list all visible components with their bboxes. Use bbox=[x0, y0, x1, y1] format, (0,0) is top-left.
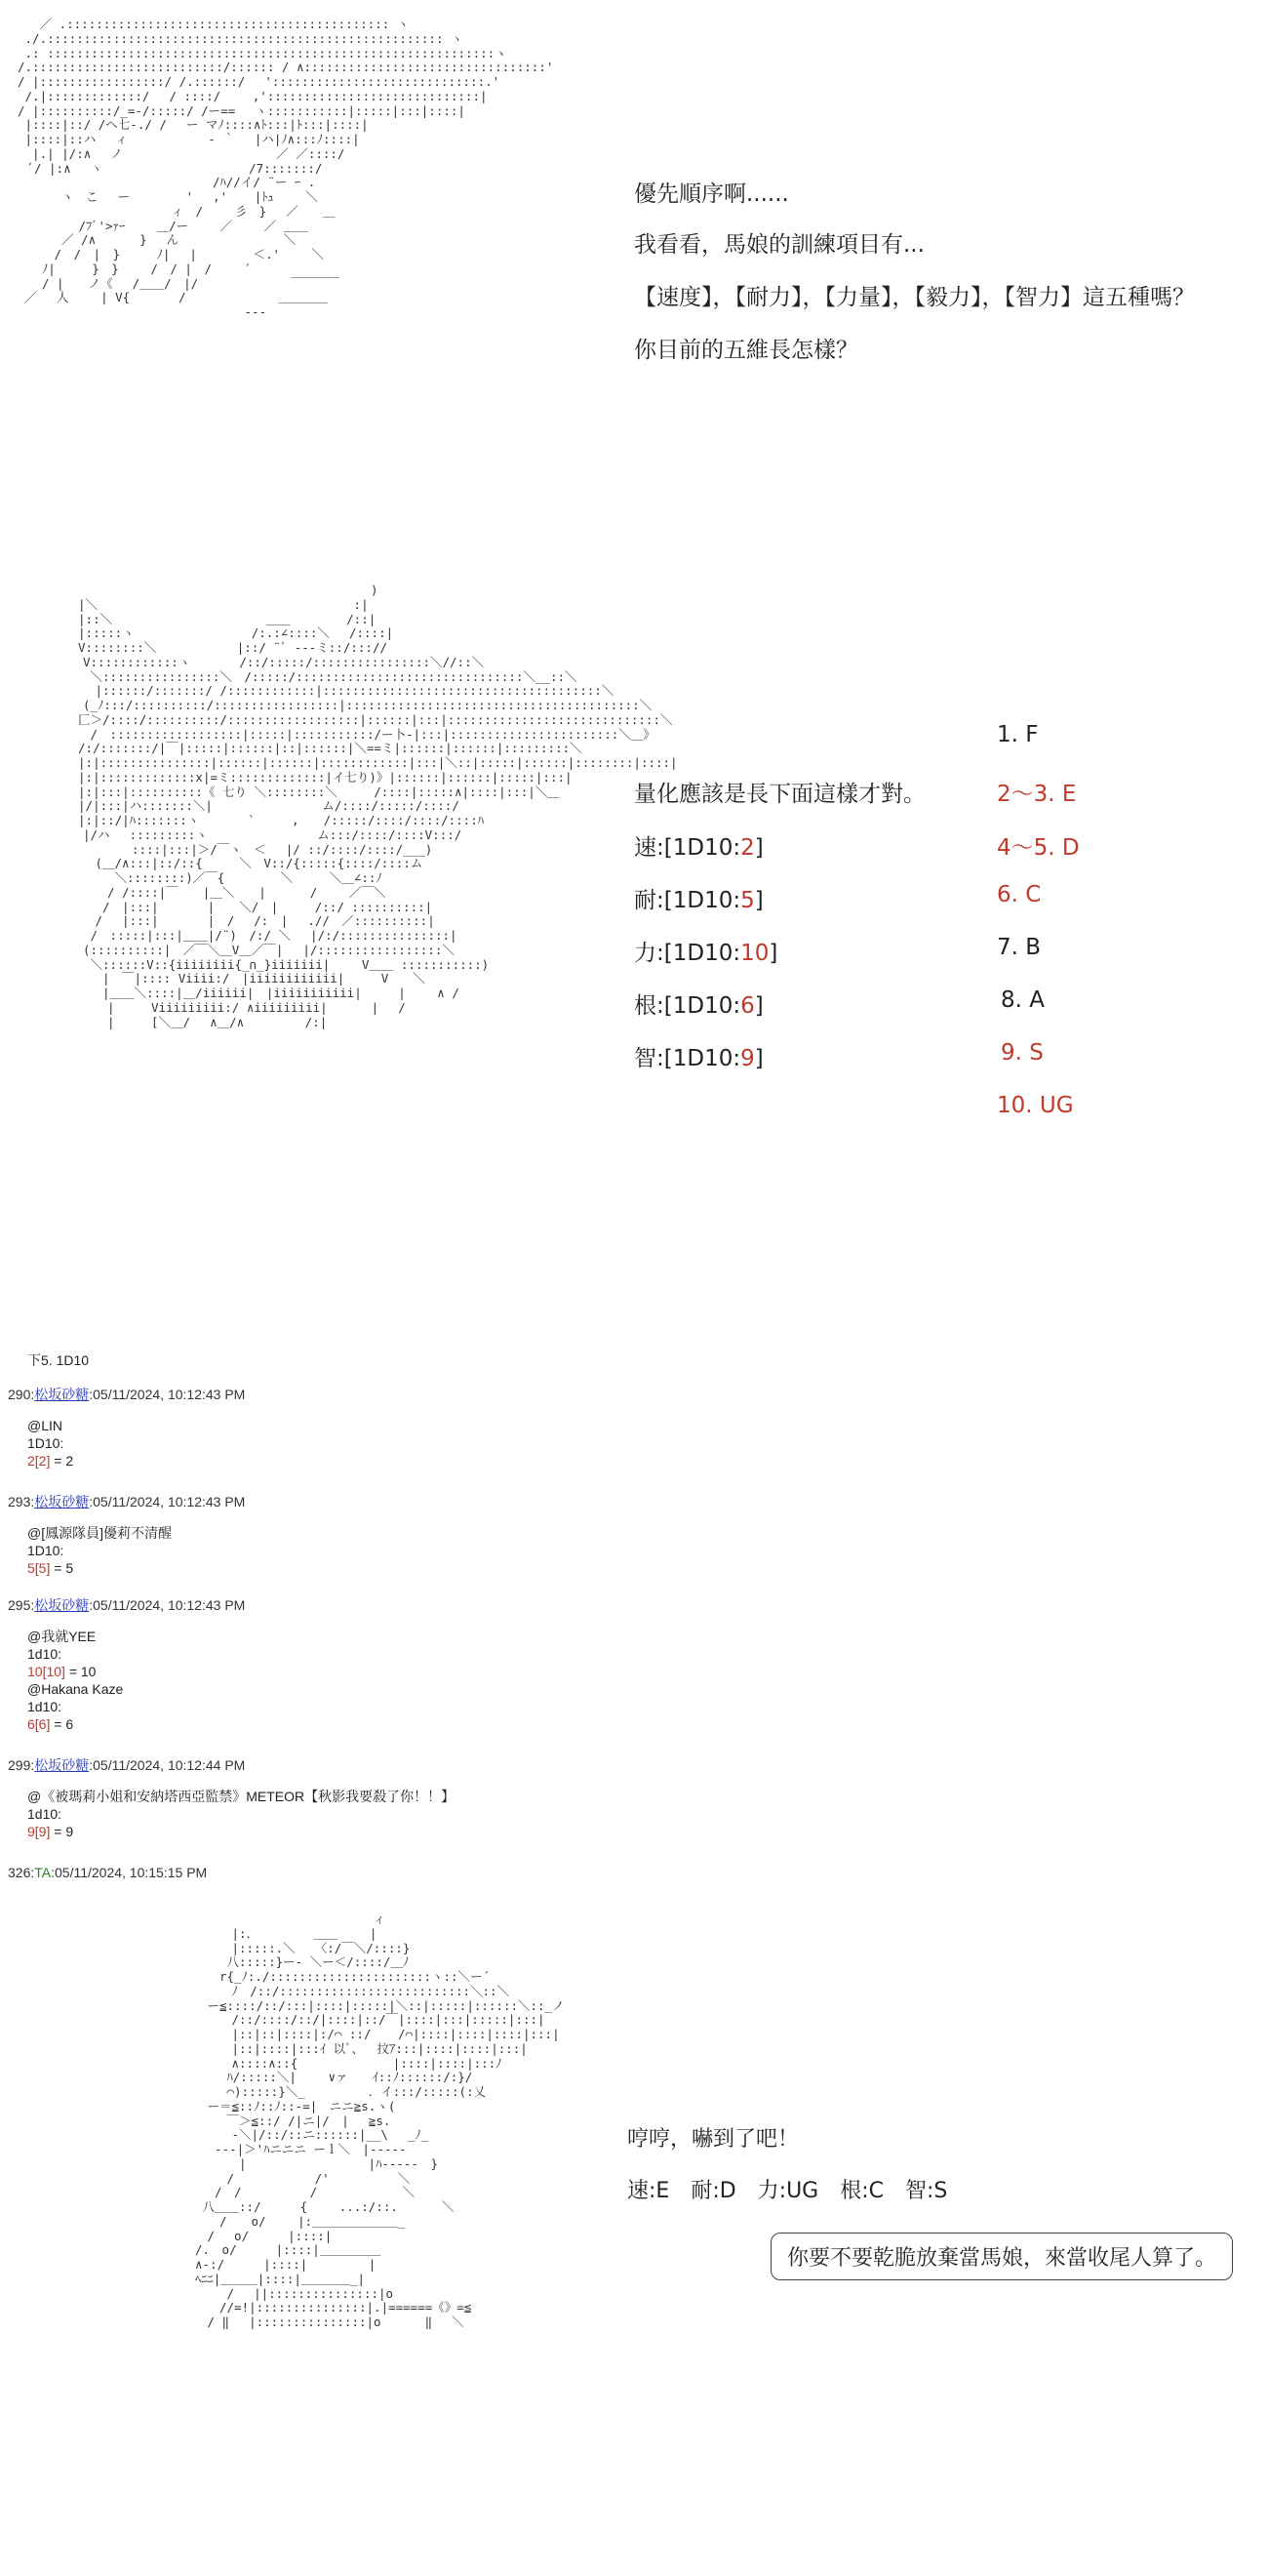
panel2-intro: 量化應該是長下面這樣才對。 bbox=[634, 782, 926, 807]
poster-link[interactable]: 松坂砂糖 bbox=[34, 1387, 90, 1402]
post-roll-label: 1d10: bbox=[27, 1806, 62, 1822]
ascii-art-character-2: ) |＼ :| |::＼ ＿＿ /::| |:::::ヽ /:.:∠::::＼ /::::| V::::::::＼ |::/ ¨ﾞ ---ミ::/:::// V::::::::::::ヽ /::/:::::/::::::::::::::::＼//::＼ ＼::::::::::::::::＼ /:::::/:::::::::::::::::::::::::::::::＼__::＼ |::::::/:::::::/ /::::::::::::|::::::::::::::::::::::::::::::::::::::＼ (_ﾉ:::/::::::::::/:::::::::::::::::|::::::::::::::::::::::::::::::::::::::::＼ 匚＞/::::/::::::::::/::::::::::::::::::|::::::|:::|:::::::::::::::::::::::::::::＼ / ::::::::::::::::::|:::::|:::::::::::/ー卜‐|:::|:::::::::::::::::::::::＼＿》 /:/:::::::/|￣|:::::|::::::|::|::::::|＼==ミ|::::::|::::::|:::::::::＼ |:|:::::::::::::::|::::::|::::::|::::::::::::|:::|＼::|:::::|::::::|::::::::|::::| |:|:::::::::::::x|=ミ:::::::::::::|イ七り)》|::::::|::::::|:::::|:::| |:|:::|::::::::::《 七り ＼::::::::＼ /::::|:::::∧|::::|:::|＼＿ |/|:::|ハ:::::::＼| ム/::::/:::::/::::/ |:|::/|ﾊ:::::::ヽ ` , /:::::/::::/::::/::::ﾊ |/ハ :::::::::ヽ ム:::/::::/::::V:::/ ::::|:::|＞/￣ヽ ＜ |/ ::/::::/::::/___) (＿/∧:::|::/::{ ＼ V::/{:::::{::::/::::ム ＼::::::::)／￣{ ＼ ＼＿∠::ﾉ / /::::|￣ |＿＼ | / ／￣＼ / |:::| | ＼/ | /::/ ::::::::::| / |:::| | / /: | .// ／::::::::::| / :::::|:::|＿＿|/¨) /:/ ＼ |/:/:::::::::::::::| (::::::::::| ／￣＼＿V＿／￣| |/:::::::::::::::::＼ ＼::::::V::{iiiiiiii{_∩_}iiiiiii| V＿＿ :::::::::::) | ￣|:::: Viiii:/ |iiiiiiiiiiii| V ＼ |＿＿＼::::|＿/iiiiii| |iiiiiiiiiii| | ∧ / | Viiiiiiiii:/ ∧iiiiiiiii| | / | [＼＿/ ∧＿/∧ /:| bbox=[78, 583, 678, 1029]
post-293 bbox=[8, 1493, 245, 1577]
post-290 bbox=[8, 1386, 245, 1469]
stat-guts: 根:[1D10:6] bbox=[634, 993, 764, 1019]
ascii-art-character-3: ィ |:． ＿＿ | |:::::.＼ 〈:/￣＼/::::} 八:::::}ー‐ ＼ー＜/::::/＿ﾉ r{_ﾉ:./::::::::::::::::::::::ヽ::＼ー´ ﾉ /::/::::::::::::::::::::::::::＼::＼ ー≦::::/::/:::|::::|:::::|＼::|:::::|::::::＼::_ノ /::/::::/::/|::::|::/￣|::::|:::|:::::|:::| |::|::|::::|:/⌒ ::/ /⌒|::::|::::|::::|:::| |::|::::|:::ｲ 以ﾞ、 抆ｱ:::|::::|::::|:::| ∧::::∧::{ |::::|::::|:::ﾉ ﾊ/:::::＼| ∨ァ ｲ::ﾉ::::::/:}/ ⌒):::::}＼_ ．イ:::/:::::(:乂 ー＝≦::ﾉ::ﾉ::-=| ニニ≧s.ヽ( ￣＞≦::/ /|ニ|/ | ≧s. -＼|/::/::ニ::::::|__\ _ﾉ_ ---|＞'ﾊニニニ ーｌ＼ |----- | |ﾊ----- } / /' ＼ / / / ＼ 八＿＿::/ { ...:/::. ＼ / o/ |:＿＿＿＿＿＿＿_ / o/ |::::| /. o/ |::::|＿＿＿＿＿ ∧-:/ |::::| | ﾍﾆﾆ|＿＿＿|::::|＿＿＿＿_| / ||:::::::::::::::|o //=!|:::::::::::::::|.|======《》=≦ / ‖ |:::::::::::::::|o ‖ ＼ bbox=[195, 1912, 565, 2329]
post-mention: @Hakana Kaze bbox=[27, 1681, 124, 1697]
post-roll-label: 1d10: bbox=[27, 1646, 62, 1662]
post-299 bbox=[8, 1756, 455, 1840]
dice-log bbox=[27, 1351, 89, 1369]
post-326 bbox=[8, 1864, 207, 1881]
post-mention: @[鳳源隊員]優莉不清醒 bbox=[27, 1525, 172, 1541]
post-roll-label: 1d10: bbox=[27, 1699, 62, 1714]
post-header: 295:松坂砂糖:05/11/2024, 10:12:43 PM bbox=[8, 1597, 246, 1613]
post-mention: @我就YEE bbox=[27, 1629, 97, 1644]
panel1-line-4: 你目前的五維長怎樣？ bbox=[634, 338, 858, 363]
grade-item: 2～3. E bbox=[997, 782, 1077, 807]
panel1-line-2: 我看看，馬娘的訓練項目有... bbox=[634, 232, 925, 258]
post-header: 299:松坂砂糖:05/11/2024, 10:12:44 PM bbox=[8, 1757, 246, 1773]
grade-item: 10. UG bbox=[997, 1093, 1074, 1118]
roll-result: 9[9] = 9 bbox=[27, 1824, 74, 1839]
poster-link[interactable]: 松坂砂糖 bbox=[34, 1757, 90, 1773]
speech-bubble bbox=[771, 2233, 1233, 2280]
grade-item: 8. A bbox=[1001, 987, 1045, 1013]
grade-item: 4～5. D bbox=[997, 835, 1080, 861]
post-295 bbox=[8, 1596, 245, 1733]
grade-item: 1. F bbox=[997, 722, 1039, 747]
post-header: 326:TA:05/11/2024, 10:15:15 PM bbox=[8, 1865, 208, 1880]
grade-item: 6. C bbox=[997, 882, 1042, 907]
roll-result: 5[5] = 5 bbox=[27, 1560, 74, 1576]
log-prompt: 下5. 1D10 bbox=[27, 1352, 90, 1368]
stat-speed: 速:[1D10:2] bbox=[634, 835, 764, 861]
roll-result: 10[10] = 10 bbox=[27, 1664, 97, 1679]
stat-power: 力:[1D10:10] bbox=[634, 941, 778, 966]
panel3-stats: 速:E 耐:D 力:UG 根:C 智:S bbox=[627, 2179, 948, 2203]
panel1-line-3: 【速度】，【耐力】，【力量】，【毅力】，【智力】這五種嗎？ bbox=[634, 285, 1195, 310]
roll-result: 6[6] = 6 bbox=[27, 1716, 74, 1732]
ascii-art-character-1: ／ .:::::::::::::::::::::::::::::::::::::::::::: ヽ ./.:::::::::::::::::::::::::::::::::::::::::::::::::::::: ヽ .: :::::::::::::::::::::::::::::::::::::::::::::::::::::::::::::ヽ /.::::::::::::::::::::::::::/:::::: / ∧:::::::::::::::::::::::::::::::::' / |:::::::::::::::::/ /.::::::/ ':::::::::::::::::::::::::::::.' /.|:::::::::::::/ / ::::/ ,':::::::::::::::::::::::::::::| / |::::::::::/_=-/:::::/ /ー== ヽ:::::::::::|:::::|:::|::::| |::::|::/ /ヘ七‐./ / ー マﾉ::::∧ﾄ:::|ﾄ:::|::::| |::::|::ハ ィ ‐ ｀ |ハ|ﾉ∧:::ﾉ::::| |.| |/:∧ ノ ／ ／::::/ ﾞ/ |:∧ ヽ /7:::::::/ /ﾊ//イ/ ¨ー ｰ . ヽ こ ー ' ,' |ﾄｭ ＼ ィ / 彡 } ／ ＿ /ﾌﾞ'>ｧｰ ＿/ー ／ ／ ＿＿ ／ /∧ } ん ＼ / / | } ﾉ| | ＜.' ＼ ﾉ| } } / / | / ´ / | ノ《 /＿＿/ |/ ￣￣￣￣ ／ 人 | V{ / ＿＿＿＿ --- bbox=[18, 17, 554, 319]
grade-item: 7. B bbox=[997, 935, 1042, 960]
post-roll-label: 1D10: bbox=[27, 1543, 64, 1558]
panel3-exclaim: 哼哼，嚇到了吧！ bbox=[627, 2127, 800, 2152]
stat-wisdom: 智:[1D10:9] bbox=[634, 1046, 764, 1071]
poster-link[interactable]: 松坂砂糖 bbox=[34, 1494, 90, 1509]
post-roll-label: 1D10: bbox=[27, 1435, 64, 1451]
post-mention: @LIN bbox=[27, 1418, 62, 1433]
post-header: 290:松坂砂糖:05/11/2024, 10:12:43 PM bbox=[8, 1387, 246, 1402]
speech-bubble-text: 你要不要乾脆放棄當馬娘，來當收尾人算了。 bbox=[787, 2246, 1217, 2271]
grade-item: 9. S bbox=[1001, 1040, 1044, 1066]
poster-name: TA bbox=[34, 1865, 52, 1880]
roll-result: 2[2] = 2 bbox=[27, 1453, 74, 1469]
post-mention: @《被瑪莉小姐和安納塔西亞監禁》METEOR【秋影我要殺了你！！】 bbox=[27, 1789, 456, 1804]
post-header: 293:松坂砂糖:05/11/2024, 10:12:43 PM bbox=[8, 1494, 246, 1509]
panel1-line-1: 優先順序啊...... bbox=[634, 181, 789, 207]
poster-link[interactable]: 松坂砂糖 bbox=[34, 1597, 90, 1613]
stat-stamina: 耐:[1D10:5] bbox=[634, 888, 764, 913]
